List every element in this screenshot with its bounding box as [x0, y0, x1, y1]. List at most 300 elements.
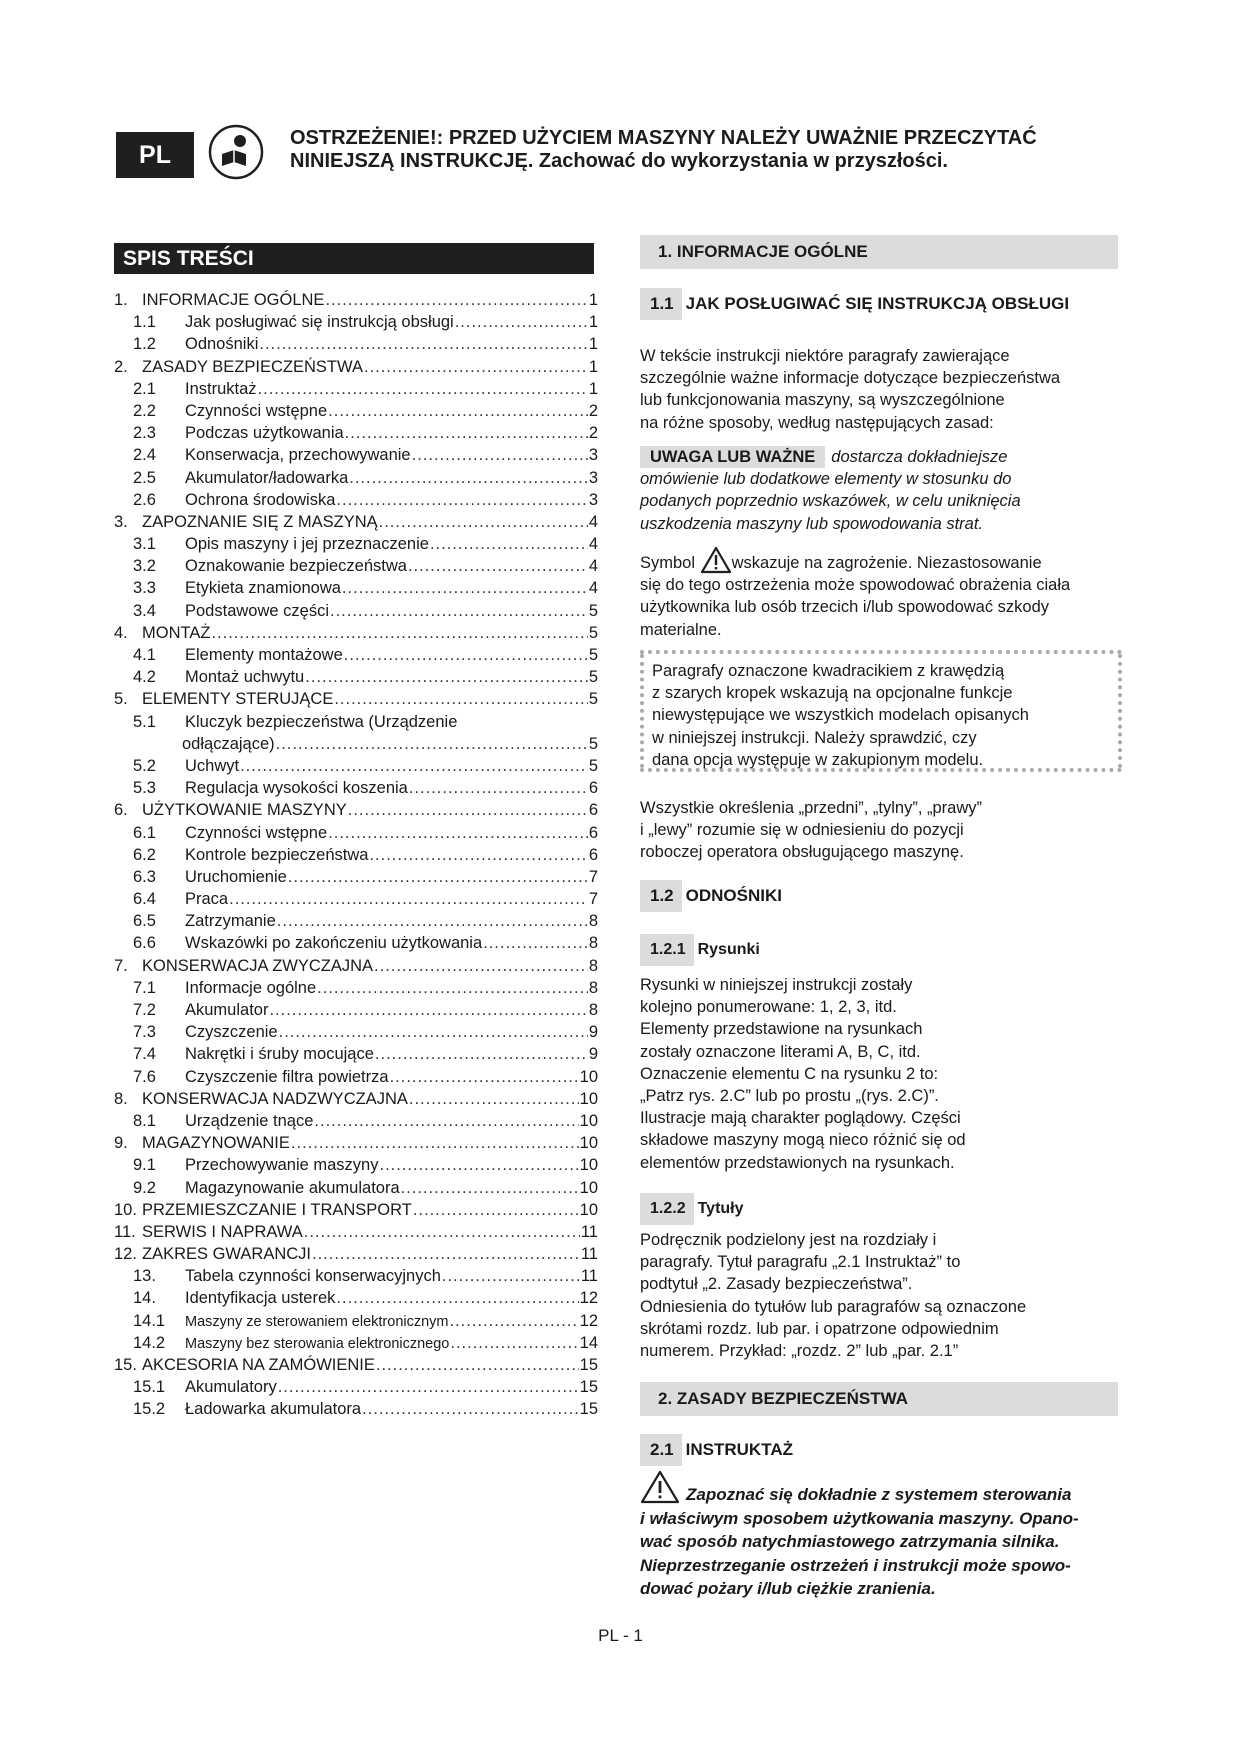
toc-entry-number: 8.: [114, 1089, 128, 1108]
toc-entry[interactable]: [114, 844, 598, 866]
text-line: podtytuł „2. Zasady bezpieczeństwa”.: [640, 1275, 913, 1294]
text-line: omówienie lub dodatkowe elementy w stosunku do: [640, 470, 1012, 489]
table-of-contents: [114, 289, 598, 1421]
toc-entry[interactable]: [114, 422, 598, 444]
text-line: Elementy przedstawione na rysunkach: [640, 1020, 923, 1039]
section-1-2-1-heading: [640, 934, 760, 966]
toc-entry[interactable]: [114, 755, 598, 777]
section-1-2-1-title: Rysunki: [697, 941, 760, 958]
section-1-2-2-text: [640, 1229, 1120, 1362]
toc-leader-dots: [259, 333, 587, 355]
toc-entry-number: 7.3: [133, 1023, 156, 1042]
toc-entry[interactable]: [114, 777, 598, 799]
toc-entry-page: 10: [579, 1067, 598, 1086]
toc-entry-page: 5: [588, 756, 598, 775]
toc-entry-page: 8: [588, 1001, 598, 1019]
toc-entry-page: 10: [579, 1111, 598, 1130]
toc-entry-page: 5: [588, 690, 598, 709]
text-line: W tekście instrukcji niektóre paragrafy zawierające: [640, 347, 1010, 365]
toc-entry-page: 4: [588, 557, 598, 576]
toc-entry-page: 5: [588, 668, 598, 687]
toc-entry-label: Jak posługiwać się instrukcją obsługi: [185, 313, 454, 332]
toc-entry[interactable]: [114, 977, 598, 999]
toc-entry[interactable]: [114, 1310, 598, 1332]
toc-entry[interactable]: [114, 1398, 598, 1420]
toc-leader-dots: [483, 932, 588, 954]
toc-leader-dots: [380, 1154, 579, 1176]
page-number: PL - 1: [598, 1626, 643, 1645]
toc-entry[interactable]: [114, 866, 598, 888]
section-1-2-2-number: 1.2.2: [640, 1193, 694, 1225]
text-line: lub funkcjonowania maszyny, są wyszczególnione: [640, 391, 1005, 410]
toc-entry-label: Uchwyt: [185, 756, 240, 775]
toc-entry-label: Magazynowanie akumulatora: [185, 1178, 400, 1197]
toc-entry-page: 14: [579, 1333, 598, 1352]
text-line: szczególnie ważne informacje dotyczące bezpieczeństwa: [640, 369, 1061, 388]
toc-leader-dots: [450, 1310, 579, 1332]
toc-leader-dots: [450, 1332, 578, 1354]
text-line: materialne.: [640, 620, 722, 639]
toc-entry[interactable]: [114, 733, 598, 755]
toc-entry[interactable]: [114, 955, 598, 977]
toc-entry-number: 4.2: [133, 668, 156, 687]
toc-entry-page: 5: [588, 646, 598, 664]
toc-entry[interactable]: [114, 467, 598, 489]
toc-leader-dots: [258, 378, 588, 400]
toc-leader-dots: [328, 400, 588, 422]
toc-entry-label: Urządzenie tnące: [185, 1111, 314, 1130]
section-1-2-1-text: [640, 974, 1120, 1174]
toc-leader-dots: [330, 600, 588, 622]
toc-entry-page: 10: [579, 1134, 598, 1153]
toc-leader-dots: [325, 289, 587, 311]
toc-entry-number: 10.: [114, 1200, 137, 1219]
toc-entry-label: Informacje ogólne: [185, 978, 317, 997]
text-line: składowe maszyny mogą nieco różnić się od: [640, 1131, 966, 1150]
toc-entry-page: 10: [579, 1200, 598, 1219]
toc-entry-label: Maszyny ze sterowaniem elektronicznym: [185, 1313, 449, 1330]
toc-entry-number: 5.: [114, 690, 128, 709]
instruktaz-warning: [640, 1470, 1120, 1601]
toc-leader-dots: [375, 1043, 588, 1065]
toc-entry-label: Uruchomienie: [185, 867, 287, 886]
toc-entry[interactable]: [114, 1376, 598, 1398]
text-line: uszkodzenia maszyny lub spowodowania strat.: [640, 514, 984, 533]
toc-entry[interactable]: [114, 555, 598, 577]
toc-entry-label: Czynności wstępne: [185, 401, 328, 420]
text-line: Rysunki w niniejszej instrukcji zostały: [640, 976, 913, 994]
toc-entry[interactable]: [114, 888, 598, 910]
toc-entry-number: 6.5: [133, 912, 156, 931]
toc-entry[interactable]: [114, 622, 598, 644]
toc-entry[interactable]: [114, 289, 598, 311]
section-1-2-number: 1.2: [640, 880, 682, 912]
toc-entry-page: 15: [579, 1356, 598, 1374]
text-line: numerem. Przykład: „rozdz. 2” lub „par. 2.1”: [640, 1342, 959, 1361]
section-2-1-heading: [640, 1434, 793, 1466]
toc-entry-page: 2: [588, 424, 598, 443]
symbol-paragraph: [640, 546, 1120, 641]
toc-leader-dots: [278, 1376, 579, 1398]
toc-entry-label: Podstawowe części: [185, 601, 329, 620]
toc-entry-label: odłączające): [182, 734, 275, 753]
text-line: i właściwym sposobem użytkowania maszyny. Opano-: [640, 1508, 1079, 1528]
text-line: Ilustracje mają charakter poglądowy. Części: [640, 1109, 961, 1128]
toc-entry[interactable]: [114, 444, 598, 466]
symbol-text-pre: Symbol: [640, 554, 696, 572]
section-1-2-heading: [640, 880, 782, 912]
toc-leader-dots: [336, 1287, 578, 1309]
text-line: i „lewy” rozumie się w odniesieniu do pozycji: [640, 821, 964, 840]
toc-entry-number: 7.1: [133, 978, 156, 997]
toc-entry-number: 2.4: [133, 446, 156, 465]
toc-entry-label: Montaż uchwytu: [185, 668, 305, 687]
section-2-1-number: 2.1: [640, 1434, 682, 1466]
toc-entry-label: Czyszczenie: [185, 1023, 278, 1042]
toc-leader-dots: [376, 1354, 579, 1376]
toc-entry[interactable]: [114, 1043, 598, 1065]
toc-entry-label: Regulacja wysokości koszenia: [185, 779, 408, 798]
toc-entry-label: Oznakowanie bezpieczeństwa: [185, 557, 407, 576]
toc-entry-page: 12: [579, 1289, 598, 1308]
toc-entry-page: 10: [579, 1089, 598, 1108]
toc-entry[interactable]: [114, 400, 598, 422]
toc-entry-label: ELEMENTY STERUJĄCE: [142, 690, 334, 709]
toc-leader-dots: [408, 555, 588, 577]
toc-leader-dots: [314, 1110, 578, 1132]
toc-leader-dots: [442, 1265, 580, 1287]
toc-entry-label: ZAKRES GWARANCJI: [142, 1245, 311, 1264]
toc-entry-page: 8: [588, 912, 598, 931]
toc-entry-page: 4: [588, 512, 598, 531]
toc-entry[interactable]: [114, 688, 598, 710]
instruktaz-warning-first: Zapoznać się dokładnie z systemem sterowania: [686, 1485, 1072, 1504]
toc-entry-number: 5.3: [133, 779, 156, 798]
toc-entry[interactable]: [114, 1332, 598, 1354]
optional-feature-text: [652, 660, 1112, 771]
toc-entry[interactable]: [114, 378, 598, 400]
toc-entry-page: 8: [588, 956, 598, 975]
uwaga-paragraph: [640, 446, 1120, 535]
toc-leader-dots: [401, 1177, 579, 1199]
toc-entry-label: Maszyny bez sterowania elektronicznego: [185, 1335, 450, 1352]
toc-entry-label: Akumulatory: [185, 1378, 277, 1397]
toc-leader-dots: [409, 777, 588, 799]
toc-entry-number: 6.3: [133, 867, 156, 886]
toc-entry-label: Elementy montażowe: [185, 646, 343, 664]
toc-entry-label: AKCESORIA NA ZAMÓWIENIE: [142, 1356, 375, 1374]
toc-entry-label: Czynności wstępne: [185, 823, 328, 842]
toc-entry[interactable]: [114, 1154, 598, 1176]
toc-entry-number: 2.6: [133, 490, 156, 509]
toc-entry[interactable]: [114, 600, 598, 622]
toc-leader-dots: [304, 1221, 580, 1243]
text-line: elementów przedstawionych na rysunkach.: [640, 1153, 955, 1172]
toc-entry-page: 11: [580, 1222, 598, 1241]
toc-entry-page: 4: [588, 535, 598, 554]
text-line: dana opcja występuje w zakupionym modelu.: [652, 750, 984, 769]
toc-entry-number: 3.3: [133, 579, 156, 598]
uwaga-text-rest: [640, 468, 1120, 535]
symbol-text-post: wskazuje na zagrożenie. Niezastosowanie: [731, 554, 1042, 572]
section-1-1-text: [640, 345, 1120, 434]
toc-entry-number: 6.2: [133, 845, 156, 864]
toc-entry-label: Zatrzymanie: [185, 912, 276, 931]
toc-entry[interactable]: [114, 1265, 598, 1287]
toc-entry-number: 5.1: [133, 712, 156, 731]
toc-leader-dots: [430, 533, 588, 555]
text-line: Paragrafy oznaczone kwadracikiem z krawędzią: [652, 662, 1005, 680]
toc-entry[interactable]: [114, 666, 598, 688]
toc-entry-page: 9: [588, 1045, 598, 1064]
toc-entry-page: 12: [579, 1311, 598, 1330]
text-line: Oznaczenie elementu C na rysunku 2 to:: [640, 1064, 939, 1083]
toc-entry-page: 4: [588, 579, 598, 598]
toc-entry-label: Kontrole bezpieczeństwa: [185, 845, 369, 864]
toc-leader-dots: [240, 755, 588, 777]
text-line: Podręcznik podzielony jest na rozdziały i: [640, 1231, 937, 1249]
section-1-2-1-number: 1.2.1: [640, 934, 694, 966]
toc-entry-number: 5.2: [133, 756, 156, 775]
text-line: Nieprzestrzeganie ostrzeżeń i instrukcji może spowo-: [640, 1555, 1071, 1575]
toc-leader-dots: [412, 444, 588, 466]
toc-title: SPIS TREŚCI: [114, 243, 594, 274]
section-1-1-heading: [640, 288, 1069, 320]
toc-entry-label: Wskazówki po zakończeniu użytkowania: [185, 934, 483, 953]
text-line: zostały oznaczone literami A, B, C, itd.: [640, 1042, 921, 1061]
toc-leader-dots: [328, 822, 588, 844]
toc-entry-number: 14.: [133, 1289, 156, 1308]
toc-entry-label: ZASADY BEZPIECZEŃSTWA: [142, 357, 363, 376]
toc-entry-label: Etykieta znamionowa: [185, 579, 341, 598]
toc-entry-page: 10: [579, 1178, 598, 1197]
toc-entry[interactable]: [114, 311, 598, 333]
read-manual-icon: [208, 124, 264, 180]
toc-entry-label: Instruktaż: [185, 379, 257, 398]
toc-entry[interactable]: [114, 489, 598, 511]
section-1-2-2-title: Tytuły: [697, 1200, 744, 1217]
toc-entry-number: 15.1: [133, 1378, 166, 1397]
toc-entry-page: 8: [588, 978, 598, 997]
toc-leader-dots: [276, 733, 588, 755]
text-line: niewystępujące we wszystkich modelach opisanych: [652, 706, 1029, 725]
toc-entry-label: Ładowarka akumulatora: [185, 1400, 362, 1419]
toc-entry-number: 7.6: [133, 1067, 156, 1086]
toc-entry-label: SERWIS I NAPRAWA: [142, 1222, 303, 1241]
toc-entry[interactable]: [114, 533, 598, 555]
toc-entry-label: Akumulator/ładowarka: [185, 468, 349, 487]
toc-leader-dots: [279, 1021, 588, 1043]
toc-entry-label: Podczas użytkowania: [185, 424, 344, 443]
toc-entry-label: Kluczyk bezpieczeństwa (Urządzenie: [185, 712, 458, 731]
toc-entry-number: 14.2: [133, 1333, 166, 1352]
toc-leader-dots: [348, 799, 588, 821]
toc-leader-dots: [455, 311, 588, 333]
toc-leader-dots: [312, 1243, 580, 1265]
warning-triangle-icon: [640, 1470, 680, 1504]
instruktaz-warning-rest: [640, 1507, 1120, 1601]
text-line: w niniejszej instrukcji. Należy sprawdzić, czy: [652, 728, 977, 747]
toc-entry-page: 5: [588, 734, 598, 753]
toc-entry-page: 1: [588, 357, 598, 376]
toc-entry-label: Akumulator: [185, 1001, 269, 1019]
toc-leader-dots: [409, 1088, 579, 1110]
toc-entry-label: KONSERWACJA NADZWYCZAJNA: [142, 1089, 408, 1108]
toc-entry[interactable]: [114, 577, 598, 599]
toc-entry-label: KONSERWACJA ZWYCZAJNA: [142, 956, 374, 975]
toc-leader-dots: [390, 1066, 579, 1088]
text-line: roboczej operatora obsługującego maszynę.: [640, 843, 964, 862]
toc-entry-number: 15.2: [133, 1400, 166, 1419]
toc-entry-label: Identyfikacja usterek: [185, 1289, 336, 1308]
toc-leader-dots: [211, 622, 587, 644]
toc-entry-page: 7: [588, 890, 598, 909]
toc-entry[interactable]: [114, 1088, 598, 1110]
text-line: się do tego ostrzeżenia może spowodować obrażenia ciała: [640, 576, 1071, 595]
text-line: z szarych kropek wskazują na opcjonalne funkcje: [652, 684, 1013, 703]
toc-entry-number: 12.: [114, 1245, 137, 1264]
toc-entry-number: 6.4: [133, 890, 156, 909]
toc-entry[interactable]: [114, 1021, 598, 1043]
section-1-1-number: 1.1: [640, 288, 682, 320]
section-1-2-title: ODNOŚNIKI: [685, 886, 782, 905]
toc-entry-number: 2.: [114, 357, 128, 376]
toc-entry-label: ZAPOZNANIE SIĘ Z MASZYNĄ: [142, 512, 378, 531]
toc-entry-page: 1: [588, 379, 598, 398]
toc-entry-number: 1.: [114, 291, 128, 309]
toc-leader-dots: [362, 1398, 579, 1420]
toc-entry[interactable]: [114, 356, 598, 378]
toc-entry-page: 5: [588, 623, 598, 642]
section-2-title: 2. ZASADY BEZPIECZEŃSTWA: [640, 1382, 1118, 1416]
text-line: wać sposób natychmiastowego zatrzymania silnika.: [640, 1532, 1060, 1551]
toc-entry[interactable]: [114, 799, 598, 821]
toc-entry-number: 2.2: [133, 401, 156, 420]
toc-entry[interactable]: [114, 333, 598, 355]
toc-entry-label: MAGAZYNOWANIE: [142, 1134, 290, 1153]
text-line: na różne sposoby, według następujących zasad:: [640, 413, 994, 432]
toc-entry-page: 2: [588, 401, 598, 420]
toc-entry[interactable]: [114, 822, 598, 844]
toc-entry[interactable]: [114, 1354, 598, 1376]
toc-leader-dots: [369, 844, 587, 866]
toc-entry[interactable]: [114, 1132, 598, 1154]
warning-triangle-icon: [700, 546, 732, 574]
toc-entry-page: 5: [588, 601, 598, 620]
warning-line-1: OSTRZEŻENIE!: PRZED UŻYCIEM MASZYNY NALEŻY UWAŻNIE PRZECZYTAĆ: [290, 127, 1037, 149]
toc-leader-dots: [277, 910, 588, 932]
toc-entry-number: 2.1: [133, 379, 156, 398]
section-2-1-title: INSTRUKTAŻ: [685, 1440, 793, 1459]
toc-entry-number: 1.2: [133, 335, 156, 354]
toc-entry-page: 1: [588, 335, 598, 354]
toc-entry-number: 7.: [114, 956, 128, 975]
toc-entry-number: 1.1: [133, 313, 156, 332]
toc-entry-label: MONTAŻ: [142, 623, 211, 642]
toc-leader-dots: [305, 666, 588, 688]
toc-entry-number: 2.3: [133, 424, 156, 443]
text-line: podanych poprzednio wskazówek, w celu uniknięcia: [640, 492, 1021, 511]
toc-leader-dots: [269, 999, 587, 1021]
uwaga-label: UWAGA LUB WAŻNE: [640, 446, 825, 468]
toc-leader-dots: [288, 866, 588, 888]
toc-entry-page: 3: [588, 468, 598, 487]
toc-leader-dots: [342, 577, 588, 599]
text-line: „Patrz rys. 2.C” lub po prostu „(rys. 2.C)”.: [640, 1087, 939, 1106]
toc-entry-number: 8.1: [133, 1111, 156, 1130]
text-line: Odniesienia do tytułów lub paragrafów są oznaczone: [640, 1297, 1027, 1316]
toc-leader-dots: [291, 1132, 579, 1154]
toc-entry-number: 4.1: [133, 646, 156, 664]
toc-entry-number: 6.6: [133, 934, 156, 953]
toc-entry-label: INFORMACJE OGÓLNE: [142, 291, 325, 309]
toc-entry-number: 3.1: [133, 535, 156, 554]
toc-entry[interactable]: [114, 1110, 598, 1132]
toc-entry-number: 2.5: [133, 468, 156, 487]
toc-entry[interactable]: [114, 1177, 598, 1199]
toc-leader-dots: [349, 467, 588, 489]
toc-entry-number: 9.: [114, 1134, 128, 1153]
toc-entry[interactable]: [114, 1199, 598, 1221]
toc-entry-page: 3: [588, 490, 598, 509]
toc-entry-page: 7: [588, 867, 598, 886]
toc-entry[interactable]: [114, 1221, 598, 1243]
text-line: dować pożary i/lub ciężkie zranienia.: [640, 1579, 936, 1598]
toc-entry-number: 3.4: [133, 601, 156, 620]
toc-entry-label: Opis maszyny i jej przeznaczenie: [185, 535, 429, 554]
toc-entry-page: 6: [588, 801, 598, 820]
toc-entry[interactable]: [114, 999, 598, 1021]
text-line: paragrafy. Tytuł paragrafu „2.1 Instruktaż” to: [640, 1253, 961, 1272]
toc-entry[interactable]: [114, 644, 598, 666]
toc-entry-label: Przechowywanie maszyny: [185, 1156, 379, 1175]
toc-entry-page: 11: [580, 1267, 598, 1286]
toc-entry[interactable]: [114, 511, 598, 533]
toc-leader-dots: [334, 688, 587, 710]
toc-entry-page: 10: [579, 1156, 598, 1175]
toc-entry[interactable]: [114, 1287, 598, 1309]
toc-entry-label: Konserwacja, przechowywanie: [185, 446, 411, 465]
toc-entry-label: Nakrętki i śruby mocujące: [185, 1045, 374, 1064]
toc-leader-dots: [344, 644, 588, 666]
toc-entry-label: Ochrona środowiska: [185, 490, 336, 509]
toc-entry[interactable]: [114, 1066, 598, 1088]
warning-heading: [290, 127, 1090, 173]
symbol-text-rest: [640, 574, 1120, 641]
toc-entry-page: 9: [588, 1023, 598, 1042]
toc-entry[interactable]: [114, 711, 598, 733]
text-line: kolejno ponumerowane: 1, 2, 3, itd.: [640, 998, 897, 1017]
toc-entry-number: 13.: [133, 1267, 156, 1286]
section-1-1-title: JAK POSŁUGIWAĆ SIĘ INSTRUKCJĄ OBSŁUGI: [685, 294, 1070, 313]
toc-entry-label: Odnośniki: [185, 335, 259, 354]
toc-entry[interactable]: [114, 910, 598, 932]
toc-leader-dots: [336, 489, 587, 511]
toc-entry-label: Czyszczenie filtra powietrza: [185, 1067, 389, 1086]
toc-entry-label: Praca: [185, 890, 229, 909]
toc-entry[interactable]: [114, 932, 598, 954]
toc-entry-page: 6: [588, 823, 598, 842]
directions-text: [640, 797, 1120, 864]
section-1-title: 1. INFORMACJE OGÓLNE: [640, 235, 1118, 269]
toc-leader-dots: [317, 977, 588, 999]
toc-entry[interactable]: [114, 1243, 598, 1265]
toc-leader-dots: [379, 511, 588, 533]
toc-entry-number: 4.: [114, 623, 128, 642]
section-1-2-2-heading: [640, 1193, 744, 1225]
toc-leader-dots: [413, 1199, 579, 1221]
toc-entry-label: PRZEMIESZCZANIE I TRANSPORT: [142, 1200, 412, 1219]
